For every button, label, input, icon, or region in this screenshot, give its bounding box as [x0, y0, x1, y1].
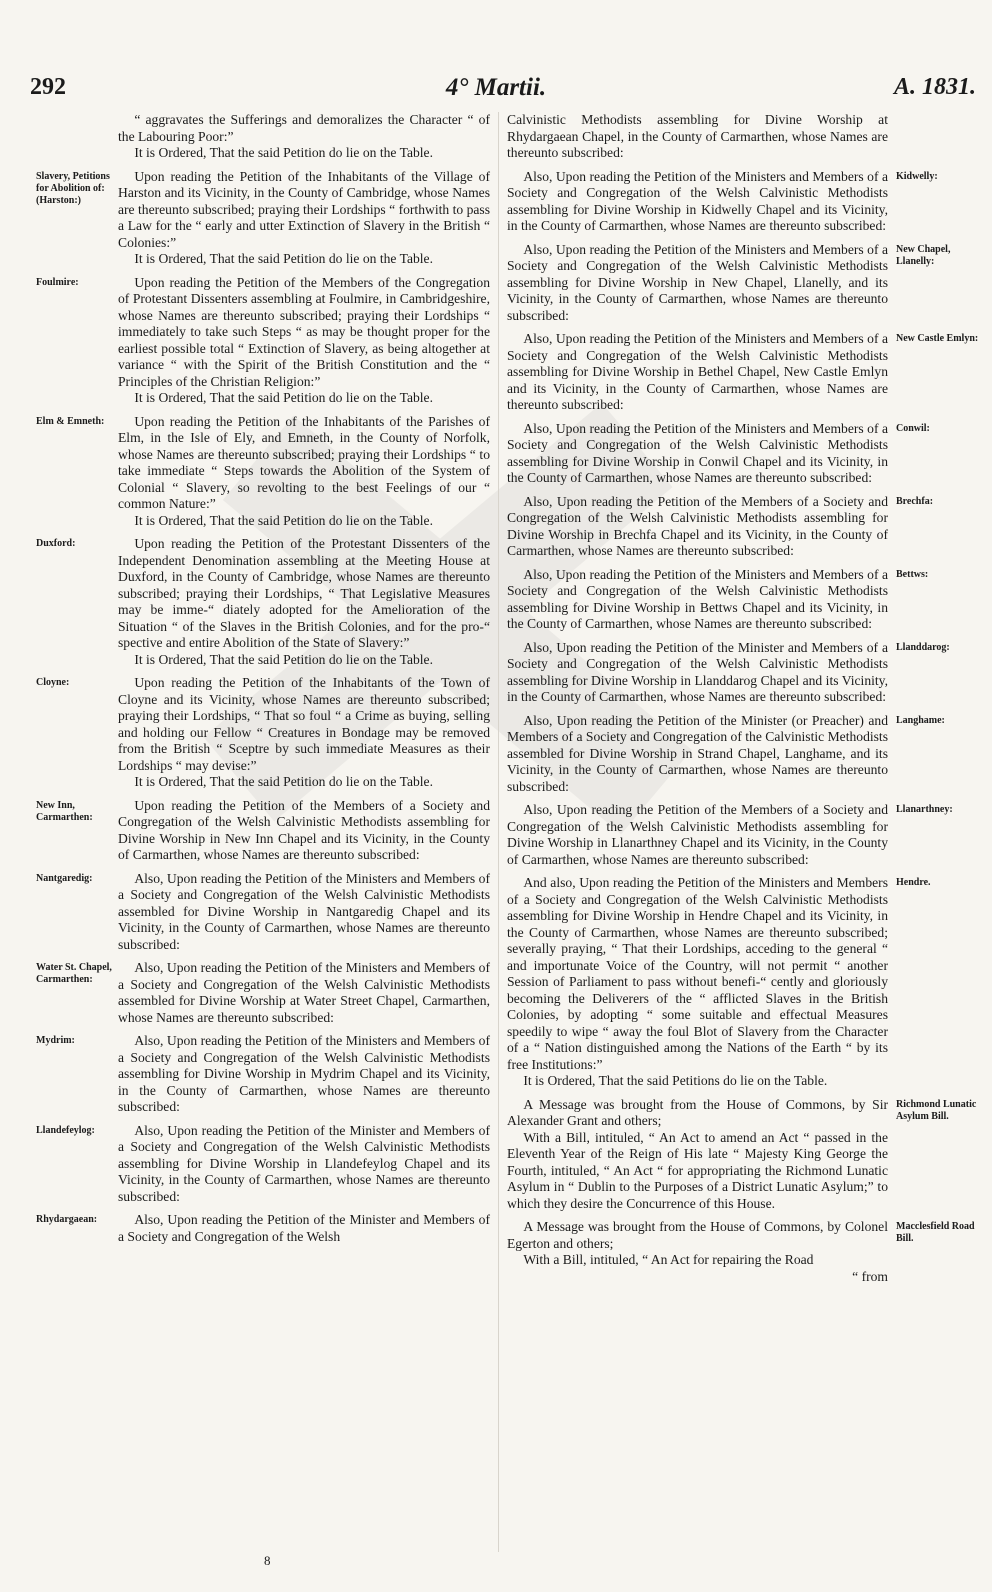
petition-text: Also, Upon reading the Petition of the Ministers and Members of a Society and Congregation of the Welsh Calvinistic Methodists assembling for Divine Worship in Conwil Chapel and its Vicinity, in the County of Carmarthen, whose Names are thereunto subscribed:: [507, 420, 888, 485]
column-divider: [498, 112, 499, 1552]
petition-text: Also, Upon reading the Petition of the Ministers and Members of a Society and Congregation of the Welsh Calvinistic Methodists assembling for Divine Worship in Kidwelly Chapel and its Vicinity, in the County of Carmarthen, whose Names are thereunto subscribed:: [507, 168, 888, 233]
side-note: Conwil:: [896, 423, 930, 434]
petition-text: Also, Upon reading the Petition of the Ministers and Members of a Society and Congregation of the Welsh Calvinistic Methodists assembling for Divine Worship in Mydrim Chapel and its Vicinity, in the County of Carmarthen, whose Names are thereunto subscribed:: [118, 1033, 490, 1114]
petition-entry: [118, 1123, 490, 1206]
catchword: “ from: [852, 1268, 888, 1284]
petition-entry: [118, 675, 490, 791]
side-note: Mydrim:: [36, 1035, 75, 1046]
petition-entry: [507, 713, 888, 796]
petition-entry: [507, 875, 888, 1090]
petition-text: Upon reading the Petition of the Members of a Society and Congregation of the Welsh Calvinistic Methodists assembling for Divine Worship in New Inn Chapel and its Vicinity, in the County of Carmarthen, whose Names are thereunto subscribed:: [118, 797, 490, 862]
petition-text: A Message was brought from the House of Commons, by Colonel Egerton and others;: [507, 1219, 888, 1251]
petition-text: With a Bill, intituled, “ An Act to amend an Act “ passed in the Eleventh Year of the Reign of His late “ Majesty King George the Fourth, intituled, “ An Act “ for appropriating the Richmond Lunatic Asylum in “ Dublin to the Purposes of a District Lunatic Asylum;” to which they desire the Concurrence of this House.: [507, 1129, 888, 1211]
side-note: Foulmire:: [36, 277, 79, 288]
petition-text: Upon reading the Petition of the Inhabitants of the Town of Cloyne and its Vicinity, whose Names are thereunto subscribed; praying their Lordships, “ That so foul “ a Crime as buying, selling and holding our Fellow “ Creatures in Bondage may be removed from the British “ Sceptre by such immediate Measures as their Lordships “ may devise:”: [118, 675, 490, 773]
petition-entry: [118, 112, 490, 162]
petition-entry: [507, 640, 888, 706]
signature-mark: 8: [264, 1553, 271, 1568]
left-column: [118, 112, 490, 1252]
petition-entry: [118, 960, 490, 1026]
side-note: Hendre.: [896, 877, 931, 888]
petition-entry: [118, 1033, 490, 1116]
order-text: It is Ordered, That the said Petition do lie on the Table.: [134, 651, 433, 667]
petition-text: Also, Upon reading the Petition of the Ministers and Members of a Society and Congregation of the Welsh Calvinistic Methodists assembling for Divine Worship in Bettws Chapel and its Vicinity, in the County of Carmarthen, whose Names are thereunto subscribed:: [507, 566, 888, 631]
petition-text: “ aggravates the Sufferings and demoralizes the Character “ of the Labouring Poor:”: [118, 112, 490, 144]
side-note: Rhydargaean:: [36, 1214, 98, 1225]
side-note: Duxford:: [36, 538, 76, 549]
petition-entry: [507, 169, 888, 235]
petition-entry: [118, 169, 490, 268]
side-note: Bettws:: [896, 569, 929, 580]
petition-text: Also, Upon reading the Petition of the Members of a Society and Congregation of the Welsh Calvinistic Methodists assembling for Divine Worship in Llanarthney Chapel and its Vicinity, in the County of Carmarthen, whose Names are thereunto subscribed:: [507, 802, 888, 867]
side-note: New Castle Emlyn:: [896, 333, 979, 344]
order-text: It is Ordered, That the said Petition do lie on the Table.: [134, 251, 433, 266]
right-column: [507, 112, 888, 1292]
petition-text: Upon reading the Petition of the Inhabitants of the Parishes of Elm, in the Isle of Ely, and Emneth, in the County of Norfolk, whose Names are thereunto subscribed; praying their Lordships “ to take immediate “ Steps towards the Abolition of the System of Colonial “ Slavery, so revolting to the best Feelings of our “ common Nature:”: [118, 413, 490, 511]
petition-entry: [507, 242, 888, 325]
side-note: Llanddarog:: [896, 642, 950, 653]
petition-entry: [507, 567, 888, 633]
petition-entry: [118, 798, 490, 864]
side-note: Nantgaredig:: [36, 873, 93, 884]
side-note: Llanarthney:: [896, 804, 953, 815]
page-number: 292: [30, 74, 66, 100]
petition-entry: [118, 1212, 490, 1245]
side-note: Macclesfield Road Bill.: [896, 1221, 975, 1244]
petition-text: Also, Upon reading the Petition of the Ministers and Members of a Society and Congregation of the Welsh Calvinistic Methodists assembling for Divine Worship in Bethel Chapel, New Castle Emlyn and its Vicinity, in the County of Carmarthen, whose Names are thereunto subscribed:: [507, 331, 888, 412]
petition-entry: [118, 536, 490, 668]
order-text: It is Ordered, That the said Petitions do lie on the Table.: [523, 1073, 828, 1088]
petition-entry: [507, 331, 888, 414]
petition-entry: [507, 1097, 888, 1213]
petition-entry: [507, 494, 888, 560]
side-note: Elm & Emneth:: [36, 416, 105, 427]
petition-text: Also, Upon reading the Petition of the Ministers and Members of a Society and Congregation of the Welsh Calvinistic Methodists assembling for Divine Worship in New Chapel, Llanelly, and its Vicinity, in the County of Carmarthen, whose Names are thereunto subscribed:: [507, 241, 888, 323]
petition-text: Also, Upon reading the Petition of the Minister and Members of a Society and Congregation of the Welsh: [118, 1212, 490, 1244]
petition-text: And also, Upon reading the Petition of the Ministers and Members of a Society and Congregation of the Welsh Calvinistic Methodists assembling for Divine Worship in Hendre Chapel and its Vicinity, in the County of Carmarthen, whose Names are thereunto subscribed; severally praying, “ That their Lordships, acceding to the general “ and importunate Voice of the Country, will not permit “ another Session of Parliament to pass without benefi-“ cently and gloriously becoming the Deliverers of the “ afflicted Slaves in the British Colonies, by adopting “ some suitable and effectual Measures speedily to wipe “ away the foul Blot of Slavery from the Character of a “ Nation distinguished among the Nations of the Earth “ by its free Institutions:”: [507, 875, 888, 1072]
side-note: New Chapel, Llanelly:: [896, 244, 951, 267]
petition-text: Upon reading the Petition of the Members of the Congregation of Protestant Dissenters assembling at Foulmire, in Cambridgeshire, whose Names are thereunto subscribed; praying their Lordships “ immediately to take such Steps “ as may be thought proper for the earliest possible total “ Extinction of Slavery, as being altogether at variance “ with the Spirit of the British Constitution and the “ Principles of the Christian Religion:”: [118, 274, 490, 389]
petition-entry: [118, 871, 490, 954]
petition-entry: [507, 802, 888, 868]
order-text: It is Ordered, That the said Petition do lie on the Table.: [134, 390, 433, 405]
petition-text: Upon reading the Petition of the Inhabitants of the Village of Harston and its Vicinity, in the County of Cambridge, whose Names are thereunto subscribed; praying their Lordships “ forthwith to pass a Law for the “ early and utter Extinction of Slavery in the British “ Colonies:”: [118, 168, 490, 250]
page-date: 4° Martii.: [445, 74, 547, 101]
side-note: Cloyne:: [36, 677, 70, 688]
page-header: [0, 74, 992, 108]
side-note: Llandefeylog:: [36, 1125, 95, 1136]
order-text: It is Ordered, That the said Petition do lie on the Table.: [134, 145, 433, 160]
petition-entry: [507, 1219, 888, 1285]
petition-text: Also, Upon reading the Petition of the Minister and Members of a Society and Congregation of the Welsh Calvinistic Methodists assembling for Divine Worship in Llanddarog Chapel and its Vicinity, in the County of Carmarthen, whose Names are thereunto subscribed:: [507, 639, 888, 704]
petition-text: A Message was brought from the House of Commons, by Sir Alexander Grant and others;: [507, 1096, 888, 1128]
side-note: Langhame:: [896, 715, 945, 726]
side-note: Water St. Chapel, Carmarthen:: [36, 962, 112, 985]
petition-text: Calvinistic Methodists assembling for Divine Worship at Rhydargaean Chapel, in the County of Carmarthen, whose Names are thereunto subscribed:: [507, 112, 888, 160]
page-year: A. 1831.: [893, 74, 976, 100]
petition-text: Also, Upon reading the Petition of the Ministers and Members of a Society and Congregation of the Welsh Calvinistic Methodists assembled for Divine Worship at Water Street Chapel, Carmarthen, whose Names are thereunto subscribed:: [118, 960, 490, 1025]
side-note: Slavery, Petitions for Abolition of: (Harston:): [36, 171, 110, 206]
side-note: Brechfa:: [896, 496, 934, 507]
side-note: Kidwelly:: [896, 171, 938, 182]
petition-entry: [507, 112, 888, 162]
petition-entry: [118, 275, 490, 407]
petition-entry: [507, 421, 888, 487]
petition-text: Also, Upon reading the Petition of the Minister (or Preacher) and Members of a Society and Congregation of the Calvinistic Methodists assembled for Divine Worship in Strand Chapel, Langhame, and its Vicinity, in the County of Carmarthen, whose Names are thereunto subscribed:: [507, 712, 888, 794]
side-note: Richmond Lunatic Asylum Bill.: [896, 1099, 977, 1122]
side-note: New Inn, Carmarthen:: [36, 800, 93, 823]
petition-text: Upon reading the Petition of the Protestant Dissenters of the Independent Denomination assembling at the Meeting House at Duxford, in the County of Cambridge, whose Names are thereunto subscribed; praying their Lordships, “ That Legislative Measures may be imme-“ diately adopted for the Amelioration of the Situation “ of the Slaves in the British Colonies, and for the pro-“ spective and entire Abolition of the State of Slavery:”: [118, 536, 490, 650]
order-text: It is Ordered, That the said Petition do lie on the Table.: [134, 774, 433, 789]
order-text: It is Ordered, That the said Petition do lie on the Table.: [134, 512, 433, 528]
petition-entry: [118, 414, 490, 530]
petition-text: Also, Upon reading the Petition of the Ministers and Members of a Society and Congregation of the Welsh Calvinistic Methodists assembled for Divine Worship in Nantgaredig Chapel and its Vicinity, in the County of Carmarthen, whose Names are thereunto subscribed:: [118, 870, 490, 952]
petition-text: Also, Upon reading the Petition of the Minister and Members of a Society and Congregation of the Welsh Calvinistic Methodists assembling for Divine Worship in Llandefeylog Chapel and its Vicinity, in the County of Carmarthen, whose Names are thereunto subscribed:: [118, 1122, 490, 1204]
petition-text: With a Bill, intituled, “ An Act for repairing the Road: [523, 1252, 814, 1267]
petition-text: Also, Upon reading the Petition of the Members of a Society and Congregation of the Welsh Calvinistic Methodists assembling for Divine Worship in Brechfa Chapel and its Vicinity, in the County of Carmarthen, whose Names are thereunto subscribed:: [507, 493, 888, 558]
